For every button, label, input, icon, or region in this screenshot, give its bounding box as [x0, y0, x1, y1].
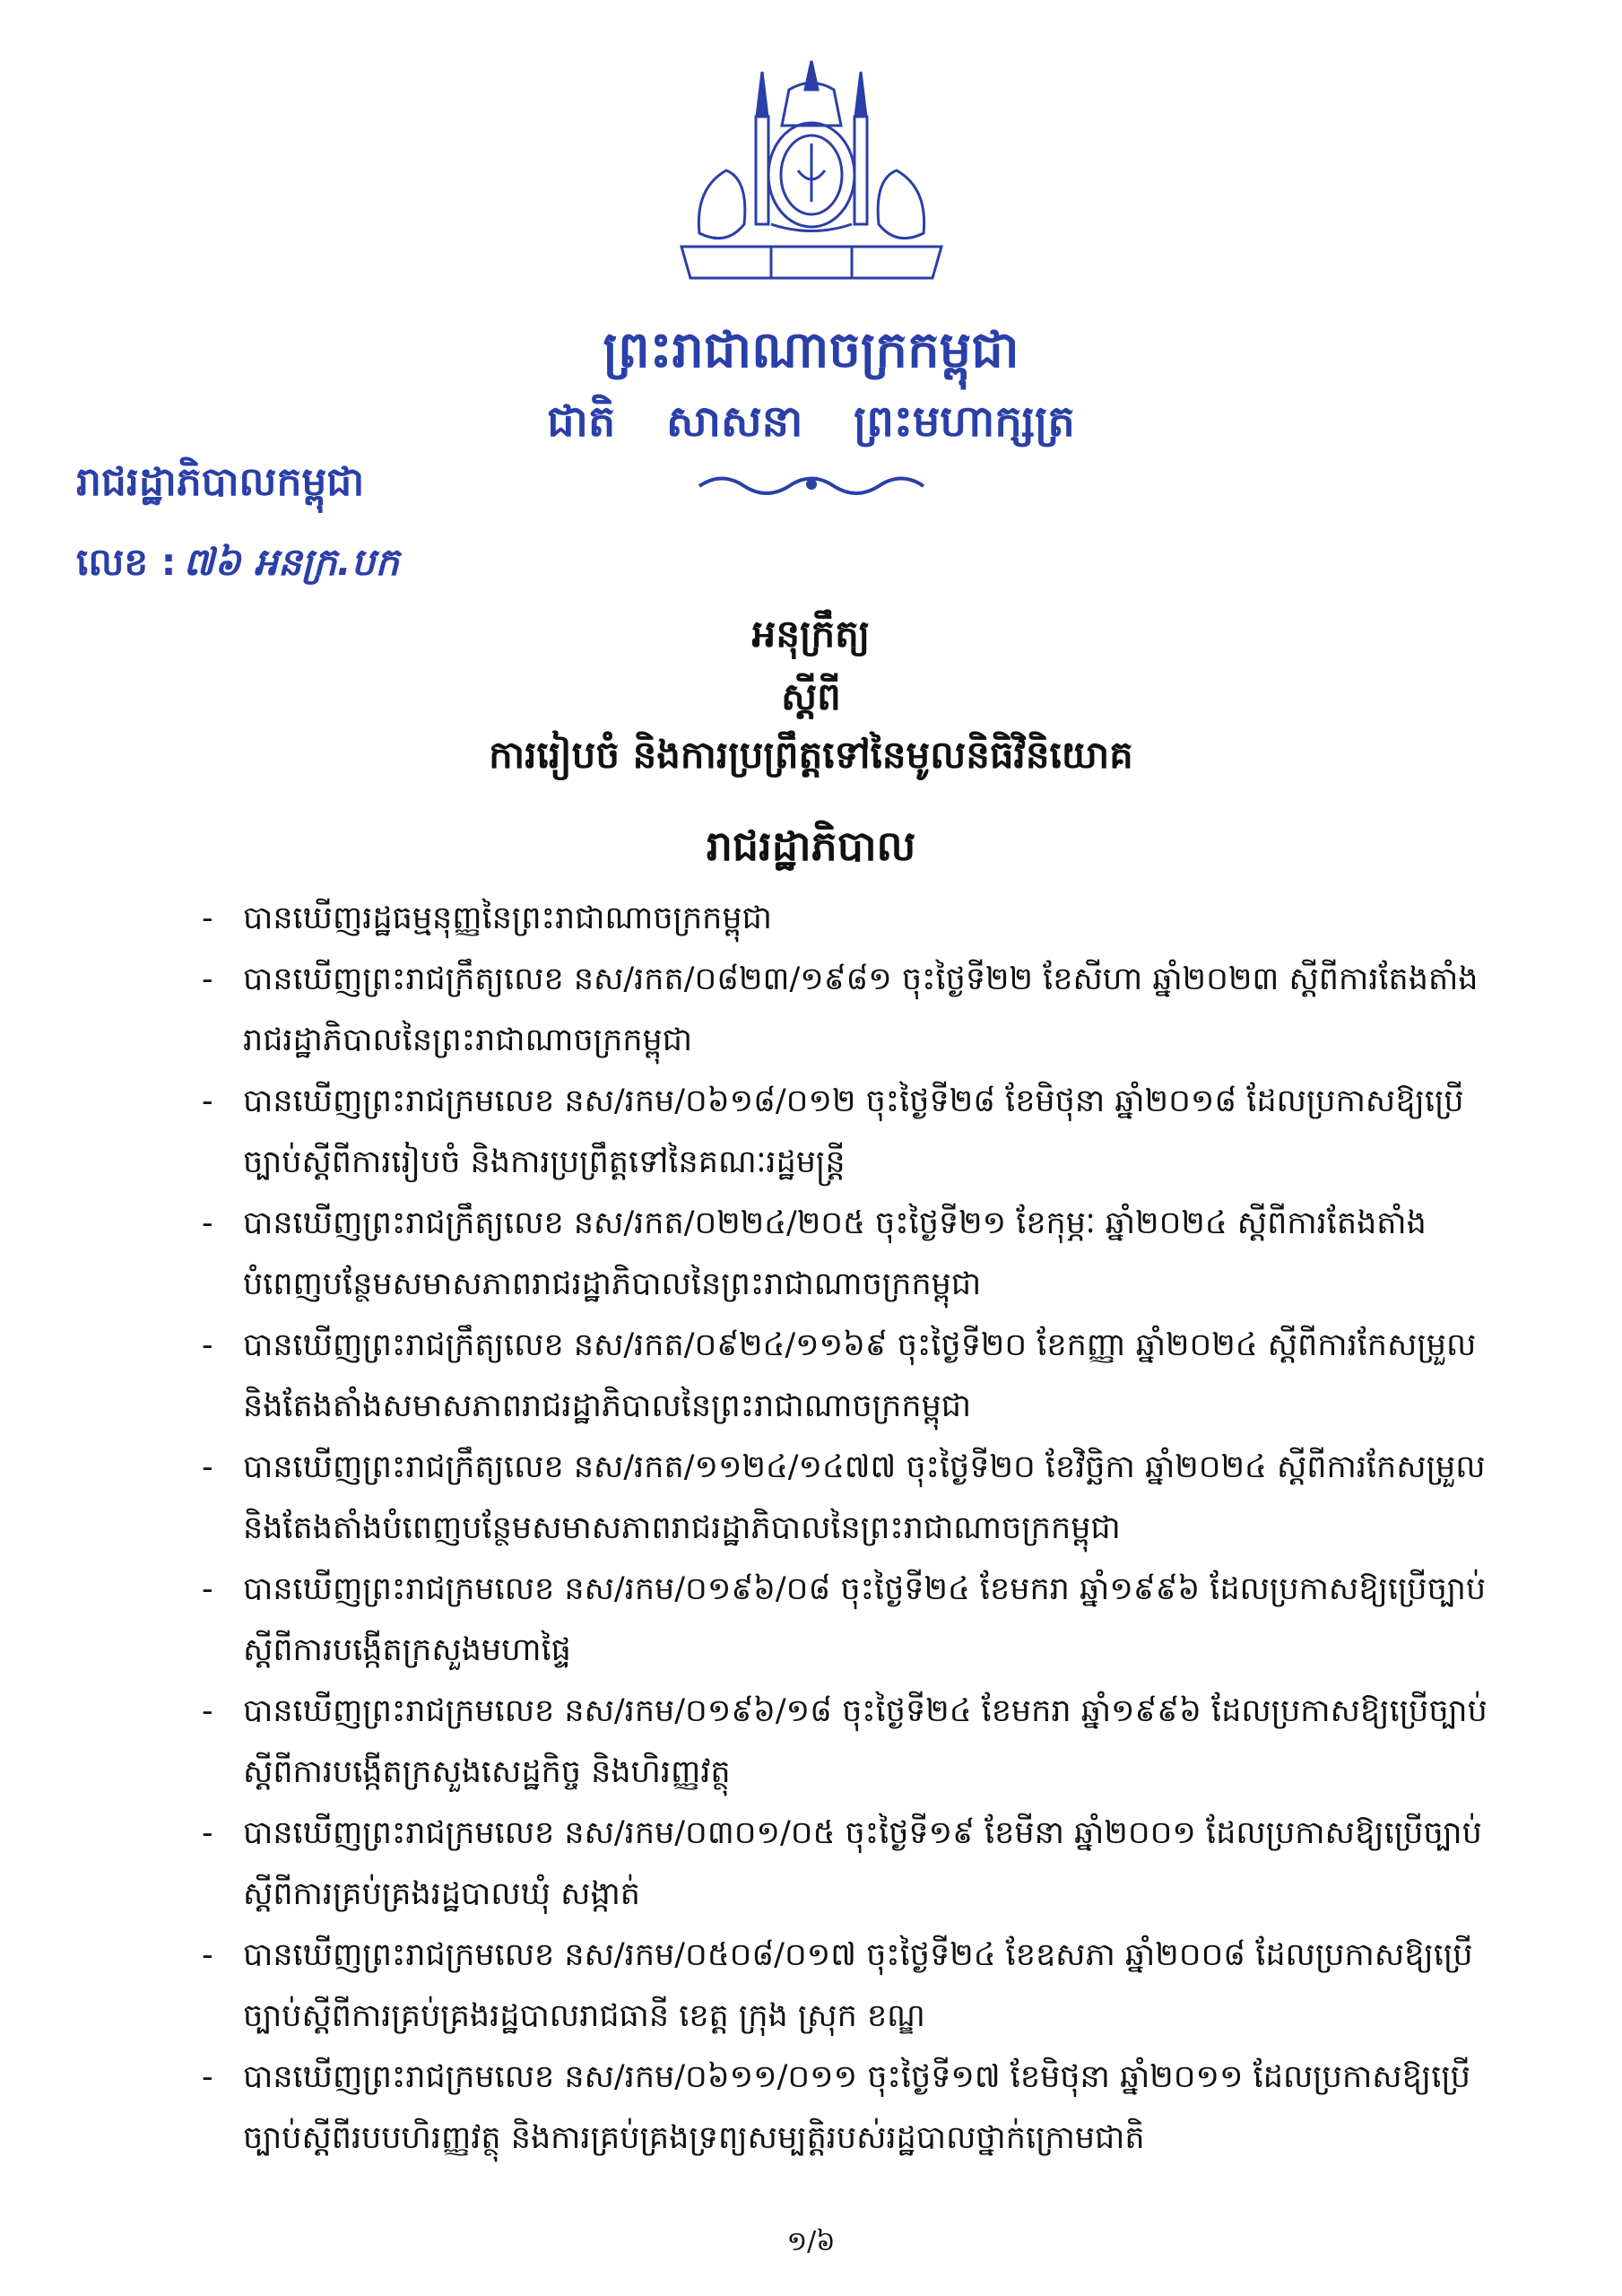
reference-list — [202, 888, 1493, 2169]
list-item: - បានឃើញព្រះរាជក្រឹត្យលេខ នស/រកត/០២២៤/២០៥ ចុះថ្ងៃទី២១ ខែកុម្ភៈ ឆ្នាំ២០២៤ ស្តីពីការតែងតាំងបំពេញបន្ថែមសមាសភាពរាជរដ្ឋាភិបាលនៃព្រះរាជាណាចក្រកម្ពុជា — [202, 1205, 1427, 1302]
list-item: - បានឃើញព្រះរាជក្រមលេខ នស/រកម/០៣០១/០៥ ចុះថ្ងៃទី១៩ ខែមីនា ឆ្នាំ២០០១ ដែលប្រកាសឱ្យប្រើច្បាប់ស្តីពីការគ្រប់គ្រងរដ្ឋបាលឃុំ សង្កាត់ — [202, 1815, 1482, 1912]
list-item: - បានឃើញព្រះរាជក្រឹត្យលេខ នស/រកត/០៩២៤/១១៦៩ ចុះថ្ងៃទី២០ ខែកញ្ញា ឆ្នាំ២០២៤ ស្តីពីការកែសម្រួល និងតែងតាំងសមាសភាពរាជរដ្ឋាភិបាលនៃព្រះរាជាណាចក្រកម្ពុជា — [202, 1327, 1477, 1424]
page-number: ១/៦ — [786, 2226, 836, 2257]
list-item: - បានឃើញព្រះរាជក្រមលេខ នស/រកម/០៦១១/០១១ ចុះថ្ងៃទី១៧ ខែមិថុនា ឆ្នាំ២០១១ ដែលប្រកាសឱ្យប្រើច្បាប់ស្តីពីរបបហិរញ្ញវត្ថុ និងការគ្រប់គ្រងទ្រព្យសម្បត្តិរបស់រដ្ឋបាលថ្នាក់ក្រោមជាតិ — [202, 2059, 1470, 2156]
list-item: - បានឃើញរដ្ឋធម្មនុញ្ញនៃព្រះរាជាណាចក្រកម្ពុជា — [202, 900, 772, 936]
list-item: - បានឃើញព្រះរាជក្រមលេខ នស/រកម/០១៩៦/១៨ ចុះថ្ងៃទី២៤ ខែមករា ឆ្នាំ១៩៩៦ ដែលប្រកាសឱ្យប្រើច្បាប់ស្តីពីការបង្កើតក្រសួងសេដ្ឋកិច្ច និងហិរញ្ញវត្ថុ — [202, 1693, 1488, 1790]
list-item: - បានឃើញព្រះរាជក្រឹត្យលេខ នស/រកត/១១២៤/១៤៧៧ ចុះថ្ងៃទី២០ ខែវិច្ឆិកា ឆ្នាំ២០២៤ ស្តីពីការកែសម្រួល និងតែងតាំងបំពេញបន្ថែមសមាសភាពរាជរដ្ឋាភិបាលនៃព្រះរាជាណាចក្រកម្ពុជា — [202, 1449, 1486, 1546]
document-type: អនុក្រឹត្យ — [751, 612, 871, 656]
decorative-divider-icon — [695, 466, 928, 502]
list-item: - បានឃើញព្រះរាជក្រមលេខ នស/រកម/០១៩៦/០៨ ចុះថ្ងៃទី២៤ ខែមករា ឆ្នាំ១៩៩៦ ដែលប្រកាសឱ្យប្រើច្បាប់ស្តីពីការបង្កើតក្រសួងមហាផ្ទៃ — [202, 1571, 1487, 1668]
document-about: ស្តីពី — [781, 674, 841, 718]
document-number-label: លេខ : — [76, 540, 177, 584]
issuing-authority: រាជរដ្ឋាភិបាល — [706, 822, 916, 870]
list-item: - បានឃើញព្រះរាជក្រមលេខ នស/រកម/០៥០៨/០១៧ ចុះថ្ងៃទី២៤ ខែឧសភា ឆ្នាំ២០០៨ ដែលប្រកាសឱ្យប្រើច្បាប់ស្តីពីការគ្រប់គ្រងរដ្ឋបាលរាជធានី ខេត្ត ក្រុង ស្រុក ខណ្ឌ — [202, 1937, 1473, 2034]
national-motto: ជាតិ សាសនា ព្រះមហាក្សត្រ — [547, 396, 1075, 447]
list-item: - បានឃើញព្រះរាជក្រឹត្យលេខ នស/រកត/០៨២៣/១៩៨១ ចុះថ្ងៃទី២២ ខែសីហា ឆ្នាំ២០២៣ ស្តីពីការតែងតាំងរាជរដ្ឋាភិបាលនៃព្រះរាជាណាចក្រកម្ពុជា — [202, 961, 1479, 1058]
royal-coat-of-arms-icon — [664, 54, 959, 296]
document-number-value: ៧៦ អនក្រ.បក — [183, 540, 399, 584]
kingdom-heading: ព្រះរាជាណាចក្រកម្ពុជា — [603, 321, 1019, 379]
document-subject: ការរៀបចំ និងការប្រព្រឹត្តទៅនៃមូលនិធិវិនិយោគ — [489, 733, 1133, 777]
issuer-name: រាជរដ្ឋាភិបាលកម្ពុជា — [76, 459, 365, 505]
list-item: - បានឃើញព្រះរាជក្រមលេខ នស/រកម/០៦១៨/០១២ ចុះថ្ងៃទី២៨ ខែមិថុនា ឆ្នាំ២០១៨ ដែលប្រកាសឱ្យប្រើច្បាប់ស្តីពីការរៀបចំ និងការប្រព្រឹត្តទៅនៃគណៈរដ្ឋមន្ត្រី — [202, 1083, 1464, 1180]
document-number — [76, 538, 399, 594]
